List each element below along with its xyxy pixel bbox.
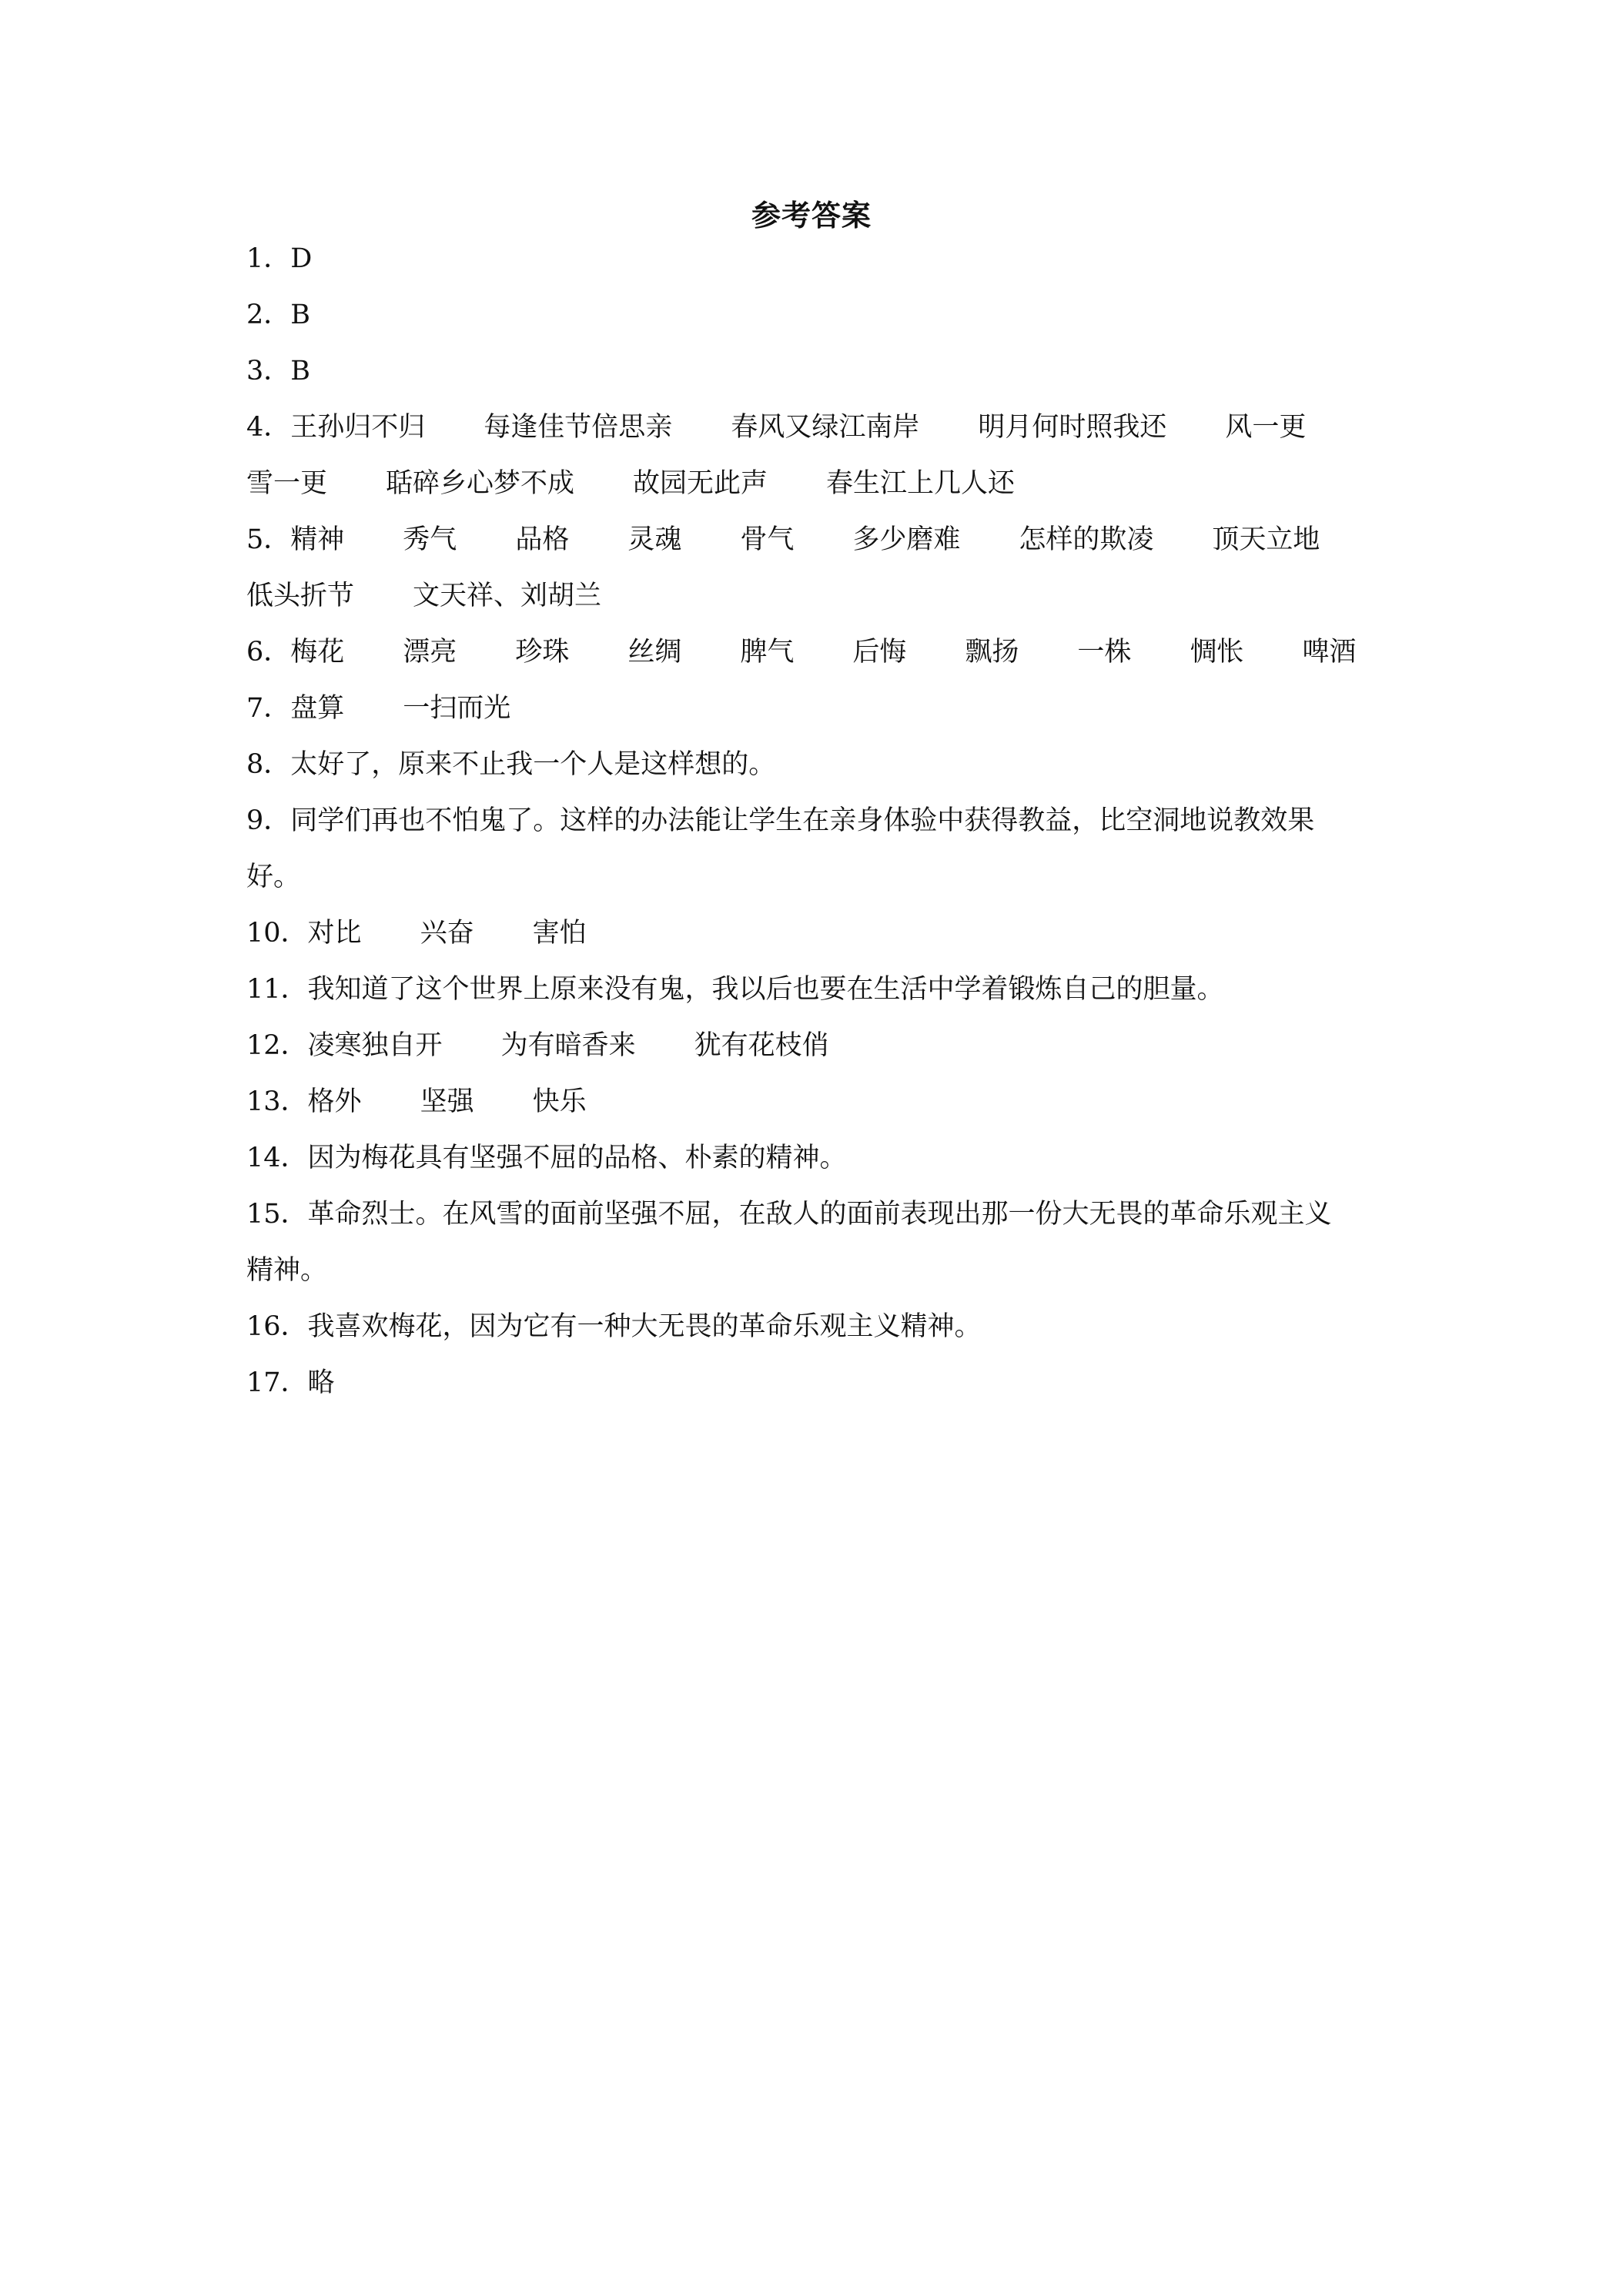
answer-text: 啤酒 <box>1302 637 1357 668</box>
answer-line <box>246 568 1386 624</box>
answer-text: 我知道了这个世界上原来没有鬼，我以后也要在生活中学着锻炼自己的胆量。 <box>307 974 1224 1005</box>
answer-item <box>246 1074 1386 1130</box>
answer-text: 每逢佳节倍思亲 <box>484 412 673 443</box>
answer-number: 1． <box>246 243 291 274</box>
answer-number: 4． <box>246 412 291 443</box>
answer-number: 7． <box>246 693 291 724</box>
answer-text: 灵魂 <box>627 524 682 555</box>
answer-text: 兴奋 <box>420 918 474 949</box>
answer-text: 文天祥、刘胡兰 <box>413 581 602 611</box>
answer-text: 凌寒独自开 <box>307 1030 443 1061</box>
answer-text: 飘扬 <box>965 637 1019 668</box>
answer-line <box>246 962 1386 1018</box>
answer-line <box>246 681 1386 737</box>
answer-item <box>246 1186 1386 1299</box>
answer-text: 怎样的欺凌 <box>1019 524 1154 555</box>
answer-text: 快乐 <box>532 1086 587 1117</box>
answer-line <box>246 1186 1386 1243</box>
answer-text: B <box>290 300 311 330</box>
answer-line <box>246 1018 1386 1074</box>
answer-number: 11． <box>246 974 308 1005</box>
answer-number: 5． <box>246 524 291 555</box>
answer-item <box>246 512 1386 624</box>
answer-text: 多少磨难 <box>852 524 961 555</box>
answer-line <box>246 1299 1386 1355</box>
answer-line <box>246 400 1386 456</box>
answer-text: 顶天立地 <box>1212 524 1320 555</box>
answer-item <box>246 231 1386 287</box>
answer-text: 太好了，原来不止我一个人是这样想的。 <box>290 749 776 780</box>
answer-line <box>246 737 1386 793</box>
answer-item <box>246 737 1386 793</box>
answer-line <box>246 905 1386 962</box>
answer-item <box>246 905 1386 962</box>
answer-number: 8． <box>246 749 291 780</box>
answer-line <box>246 1130 1386 1186</box>
answer-text: 犹有花枝俏 <box>694 1030 829 1061</box>
answer-item <box>246 1299 1386 1355</box>
answer-list <box>246 231 1386 1411</box>
answer-text: 我喜欢梅花，因为它有一种大无畏的革命乐观主义精神。 <box>307 1311 982 1342</box>
answer-text: 脾气 <box>740 637 795 668</box>
answer-text: 对比 <box>307 918 362 949</box>
answer-text: 低头折节 <box>246 581 355 611</box>
answer-text: 好。 <box>246 862 301 892</box>
answer-text: 雪一更 <box>246 468 328 499</box>
answer-item <box>246 793 1386 905</box>
answer-text: 略 <box>307 1367 335 1398</box>
answer-line <box>246 512 1386 568</box>
answer-item <box>246 624 1386 681</box>
answer-item <box>246 343 1386 400</box>
answer-text: 梅花 <box>290 637 345 668</box>
answer-text: 明月何时照我还 <box>978 412 1167 443</box>
answer-line <box>246 343 1386 400</box>
answer-item <box>246 287 1386 343</box>
answer-text: 精神 <box>290 524 345 555</box>
answer-item <box>246 1130 1386 1186</box>
answer-line <box>246 231 1386 287</box>
answer-line <box>246 456 1386 512</box>
answer-line <box>246 1243 1386 1299</box>
answer-text: 丝绸 <box>627 637 682 668</box>
answer-text: 风一更 <box>1225 412 1307 443</box>
answer-text: 害怕 <box>532 918 587 949</box>
answer-text: 革命烈士。在风雪的面前坚强不屈，在敌人的面前表现出那一份大无畏的革命乐观主义 <box>307 1199 1332 1230</box>
answer-number: 16． <box>246 1311 308 1342</box>
answer-line <box>246 1355 1386 1411</box>
answer-text: 王孙归不归 <box>290 412 426 443</box>
answer-text: 春风又绿江南岸 <box>731 412 920 443</box>
answer-line <box>246 1074 1386 1130</box>
answer-text: D <box>290 243 313 274</box>
answer-text: 珍珠 <box>515 637 570 668</box>
answer-number: 12． <box>246 1030 308 1061</box>
answer-item <box>246 1355 1386 1411</box>
answer-line <box>246 287 1386 343</box>
answer-number: 13． <box>246 1086 308 1117</box>
answer-text: 品格 <box>515 524 570 555</box>
answer-line <box>246 849 1386 905</box>
answer-item <box>246 962 1386 1018</box>
answer-number: 15． <box>246 1199 308 1230</box>
answer-item <box>246 1018 1386 1074</box>
answer-text: 一株 <box>1077 637 1132 668</box>
answer-text: 惆怅 <box>1190 637 1244 668</box>
answer-item <box>246 681 1386 737</box>
answer-text: 精神。 <box>246 1255 328 1286</box>
answer-text: 格外 <box>307 1086 362 1117</box>
answer-item <box>246 400 1386 512</box>
answer-text: 坚强 <box>420 1086 474 1117</box>
answer-text: 聒碎乡心梦不成 <box>386 468 575 499</box>
answer-text: 同学们再也不怕鬼了。这样的办法能让学生在亲身体验中获得教益，比空洞地说教效果 <box>290 805 1315 836</box>
answer-number: 17． <box>246 1367 308 1398</box>
answer-number: 2． <box>246 300 291 330</box>
answer-text: 一扫而光 <box>403 693 511 724</box>
answer-text: 秀气 <box>403 524 457 555</box>
answer-line <box>246 793 1386 849</box>
answer-number: 6． <box>246 637 291 668</box>
answer-text: B <box>290 356 311 387</box>
answer-text: 后悔 <box>852 637 907 668</box>
answer-text: 春生江上几人还 <box>826 468 1016 499</box>
answer-text: 故园无此声 <box>633 468 768 499</box>
answer-text: 因为梅花具有坚强不屈的品格、朴素的精神。 <box>307 1143 847 1173</box>
answer-text: 骨气 <box>740 524 795 555</box>
answer-line <box>246 624 1386 681</box>
answer-text: 漂亮 <box>403 637 457 668</box>
answer-text: 盘算 <box>290 693 345 724</box>
page-title: 参考答案 <box>751 198 872 233</box>
answer-text: 为有暗香来 <box>500 1030 636 1061</box>
answer-number: 10． <box>246 918 308 949</box>
answer-number: 9． <box>246 805 291 836</box>
answer-number: 3． <box>246 356 291 387</box>
answer-number: 14． <box>246 1143 308 1173</box>
